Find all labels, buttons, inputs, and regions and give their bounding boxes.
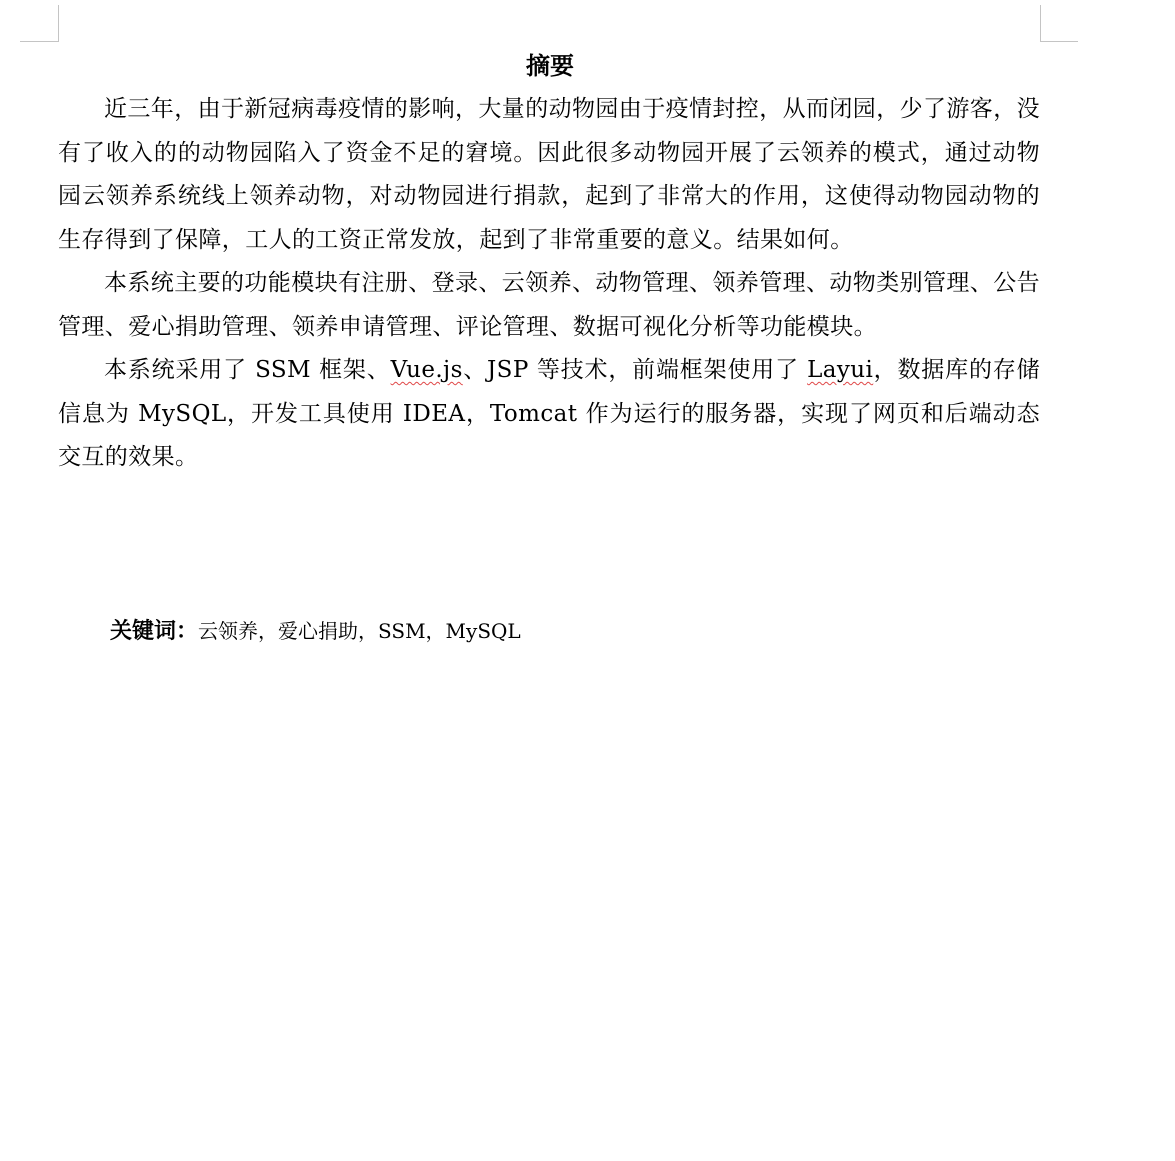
tech-text-part1: 本系统采用了 SSM 框架、 <box>104 357 391 383</box>
spellcheck-word-vue[interactable]: Vue.js <box>390 357 463 383</box>
crop-mark-top-left-horizontal <box>20 41 58 42</box>
keywords-separator: ： <box>176 618 199 644</box>
tech-text-part3: ，数据库的存储信息为 MySQL，开发工具使用 IDEA，Tomcat 作为运行的服务器，实现了网页和后端动态交互的效果。 <box>58 357 1040 470</box>
abstract-body <box>58 88 1040 480</box>
crop-mark-top-right-horizontal <box>1040 41 1078 42</box>
abstract-paragraph-background: 近三年，由于新冠病毒疫情的影响，大量的动物园由于疫情封控，从而闭园，少了游客，没有了收入的的动物园陷入了资金不足的窘境。因此很多动物园开展了云领养的模式，通过动物园云领养系统线上领养动物，对动物园进行捐款，起到了非常大的作用，这使得动物园动物的生存得到了保障，工人的工资正常发放，起到了非常重要的意义。结果如何。 <box>58 96 1040 253</box>
crop-mark-top-left-vertical <box>58 5 59 42</box>
keywords-label: 关键词 <box>110 618 177 644</box>
keywords-value: 云领养，爱心捐助，SSM，MySQL <box>198 619 521 643</box>
spellcheck-word-layui[interactable]: Layui <box>807 357 874 383</box>
tech-text-part2: 、JSP 等技术，前端框架使用了 <box>462 357 808 383</box>
crop-mark-top-right-vertical <box>1040 5 1041 42</box>
abstract-title: 摘要 <box>526 51 574 80</box>
keywords-line <box>110 615 521 647</box>
abstract-paragraph-technology <box>58 349 1040 480</box>
abstract-paragraph-modules: 本系统主要的功能模块有注册、登录、云领养、动物管理、领养管理、动物类别管理、公告管理、爱心捐助管理、领养申请管理、评论管理、数据可视化分析等功能模块。 <box>58 270 1040 340</box>
